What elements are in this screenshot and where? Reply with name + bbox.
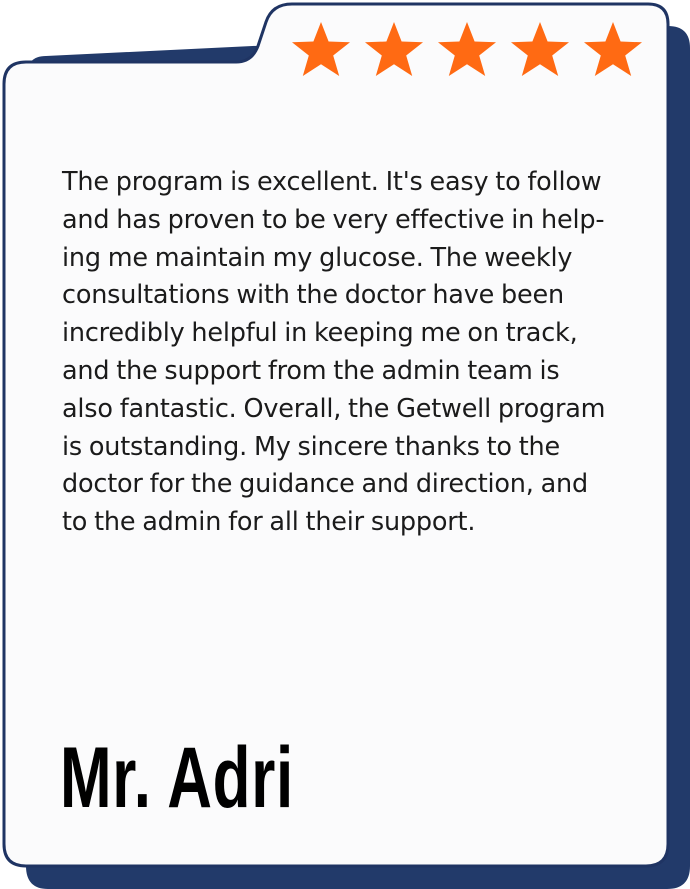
review-line: is outstanding. My sincere thanks to the: [62, 431, 560, 462]
review-line: also fantastic. Overall, the Getwell program: [62, 393, 606, 424]
review-line: to the admin for all their support.: [62, 507, 476, 538]
review-text: [62, 164, 642, 542]
star-icon: [509, 20, 571, 78]
review-line: incredibly helpful in keeping me on track,: [62, 318, 578, 349]
star-icon: [436, 20, 498, 78]
star-icon: [363, 20, 425, 78]
review-line: and has proven to be very effective in help-: [62, 204, 605, 235]
rating-stars: [290, 20, 650, 80]
review-line: consultations with the doctor have been: [62, 280, 564, 311]
review-line: and the support from the admin team is: [62, 355, 560, 386]
reviewer-name: Mr. Adri: [60, 730, 294, 826]
star-icon: [290, 20, 352, 78]
review-line: The program is excellent. It's easy to follow: [62, 167, 602, 197]
star-icon: [582, 20, 644, 78]
review-line: doctor for the guidance and direction, and: [62, 469, 588, 500]
review-line: ing me maintain my glucose. The weekly: [62, 242, 573, 273]
